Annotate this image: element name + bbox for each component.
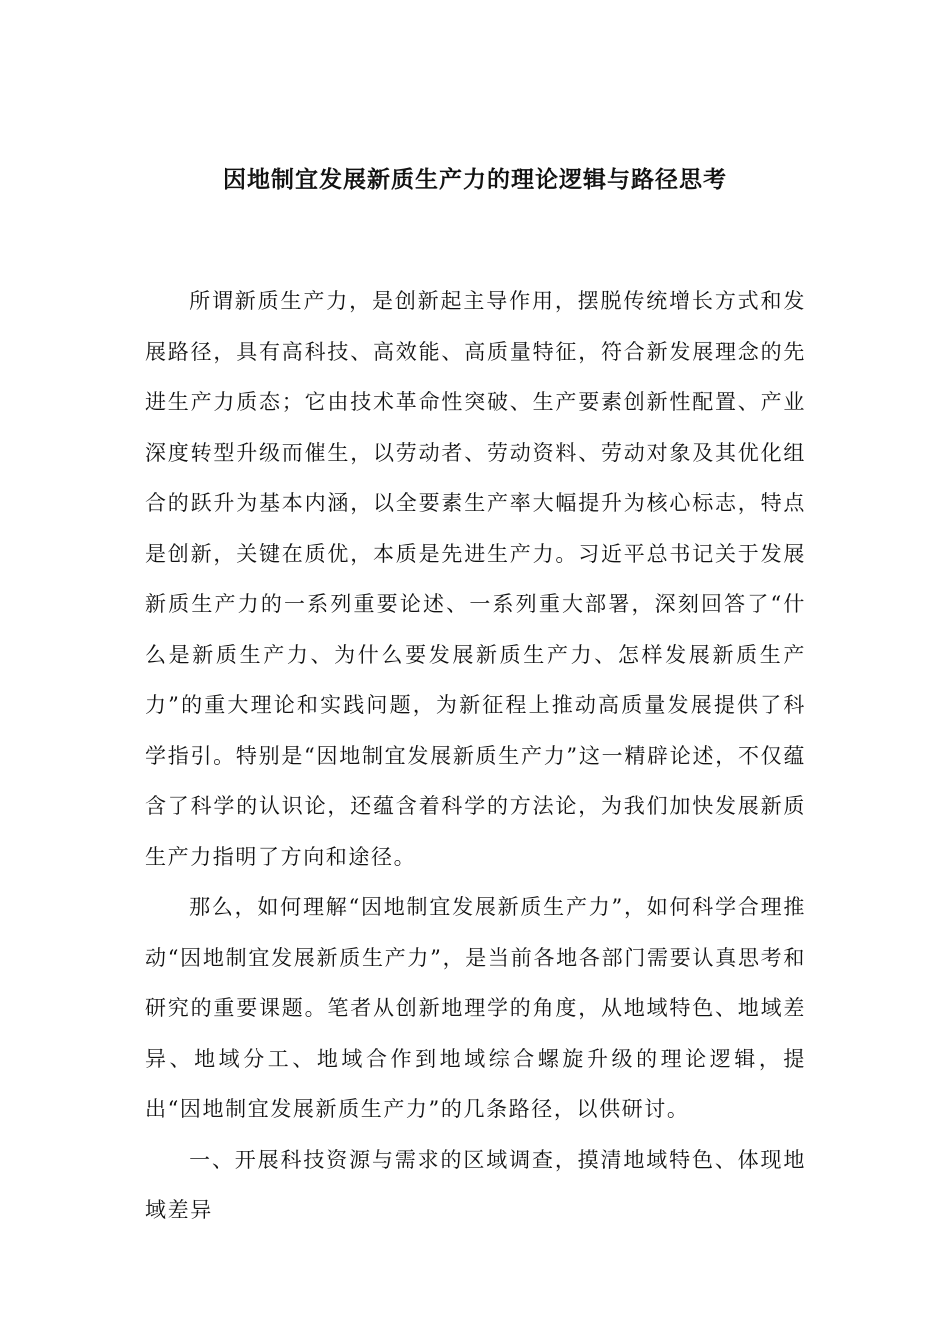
document-title: 因地制宜发展新质生产力的理论逻辑与路径思考 [223,166,727,193]
paragraph-question: 那么，如何理解“因地制宜发展新质生产力”，如何科学合理推动“因地制宜发展新质生产力”，是当前各地各部门需要认真思考和研究的重要课题。笔者从创新地理学的角度，从地域特色、地域差异、地域分工、地域合作到地域综合螺旋升级的理论逻辑，提出“因地制宜发展新质生产力”的几条路径，以供研讨。 [145,895,806,1121]
document-body [145,276,806,1236]
section-heading-1: 一、开展科技资源与需求的区域调查，摸清地域特色、体现地域差异 [145,1147,806,1222]
paragraph-definition: 所谓新质生产力，是创新起主导作用，摆脱传统增长方式和发展路径，具有高科技、高效能、高质量特征，符合新发展理念的先进生产力质态；它由技术革命性突破、生产要素创新性配置、产业深度转型升级而催生，以劳动者、劳动资料、劳动对象及其优化组合的跃升为基本内涵，以全要素生产率大幅提升为核心标志，特点是创新，关键在质优，本质是先进生产力。习近平总书记关于发展新质生产力的一系列重要论述、一系列重大部署，深刻回答了“什么是新质生产力、为什么要发展新质生产力、怎样发展新质生产力”的重大理论和实践问题，为新征程上推动高质量发展提供了科学指引。特别是“因地制宜发展新质生产力”这一精辟论述，不仅蕴含了科学的认识论，还蕴含着科学的方法论，为我们加快发展新质生产力指明了方向和途径。 [145,289,806,869]
